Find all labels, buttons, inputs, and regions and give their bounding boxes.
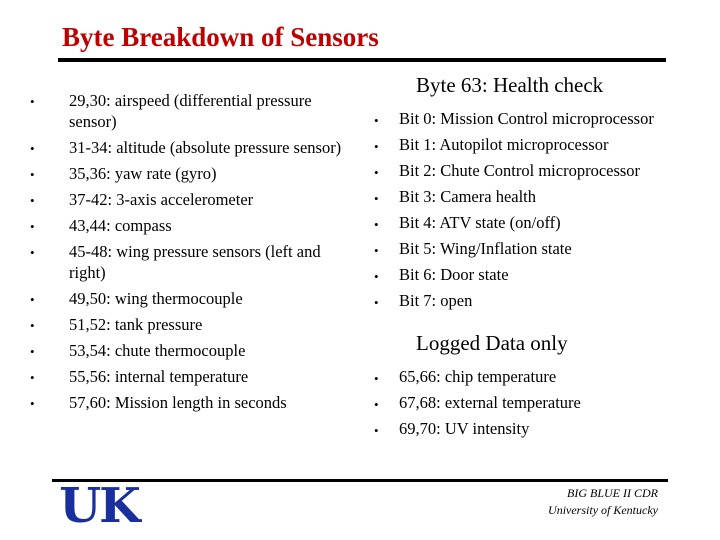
list-item-text: 31-34: altitude (absolute pressure sensor) <box>69 138 342 157</box>
logged-data-heading: Logged Data only <box>416 331 568 355</box>
list-item-text: 55,56: internal temperature <box>69 367 249 386</box>
list-item-text: 53,54: chute thermocouple <box>69 341 246 360</box>
sensor-byte-list <box>30 90 354 418</box>
list-item-text: Bit 2: Chute Control microprocessor <box>399 161 641 180</box>
list-item <box>374 366 699 392</box>
list-item-text: Bit 0: Mission Control microprocessor <box>399 109 654 128</box>
list-item-text: 65,66: chip temperature <box>399 367 557 386</box>
list-item <box>374 134 699 160</box>
bullet-icon: • <box>30 167 35 182</box>
list-item <box>30 340 354 361</box>
title-underline <box>58 58 666 62</box>
bullet-icon: • <box>30 219 35 234</box>
list-item <box>374 160 699 186</box>
list-item <box>30 241 354 283</box>
list-item-text: 57,60: Mission length in seconds <box>69 393 287 412</box>
list-item <box>374 418 699 444</box>
bullet-icon: • <box>374 217 379 232</box>
slide-title: Byte Breakdown of Sensors <box>62 22 379 52</box>
list-item-text: 67,68: external temperature <box>399 393 581 412</box>
list-item <box>374 290 699 316</box>
list-item-text: 35,36: yaw rate (gyro) <box>69 164 217 183</box>
list-item <box>30 90 354 132</box>
footer-rule <box>52 479 668 482</box>
bullet-icon: • <box>30 245 35 260</box>
list-item-text: 43,44: compass <box>69 216 172 235</box>
list-item-text: 45-48: wing pressure sensors (left and right) <box>69 242 321 282</box>
bullet-icon: • <box>374 191 379 206</box>
bullet-icon: • <box>30 141 35 156</box>
bullet-icon: • <box>374 423 379 438</box>
list-item <box>30 163 354 184</box>
project-name: BIG BLUE II CDR <box>567 486 658 500</box>
list-item <box>30 366 354 387</box>
list-item <box>374 212 699 238</box>
bullet-icon: • <box>374 397 379 412</box>
list-item-text: Bit 4: ATV state (on/off) <box>399 213 561 232</box>
health-bit-list <box>374 108 699 316</box>
bullet-icon: • <box>374 269 379 284</box>
bullet-icon: • <box>30 193 35 208</box>
list-item <box>374 186 699 212</box>
footer-credit <box>548 485 658 519</box>
list-item <box>30 137 354 158</box>
bullet-icon: • <box>374 113 379 128</box>
list-item <box>374 264 699 290</box>
list-item-text: Bit 7: open <box>399 291 473 310</box>
bullet-icon: • <box>30 94 35 109</box>
list-item <box>30 314 354 335</box>
bullet-icon: • <box>30 292 35 307</box>
list-item <box>374 392 699 418</box>
list-item <box>374 238 699 264</box>
bullet-icon: • <box>374 371 379 386</box>
list-item <box>374 108 699 134</box>
list-item-text: 51,52: tank pressure <box>69 315 203 334</box>
list-item-text: 49,50: wing thermocouple <box>69 289 243 308</box>
university-name: University of Kentucky <box>548 503 658 517</box>
list-item-text: Bit 6: Door state <box>399 265 509 284</box>
health-check-heading: Byte 63: Health check <box>416 73 604 97</box>
list-item-text: Bit 3: Camera health <box>399 187 537 206</box>
bullet-icon: • <box>30 318 35 333</box>
logged-data-list <box>374 366 699 444</box>
list-item-text: Bit 1: Autopilot microprocessor <box>399 135 609 154</box>
bullet-icon: • <box>374 243 379 258</box>
uk-logo <box>57 481 142 526</box>
list-item-text: 69,70: UV intensity <box>399 419 530 438</box>
list-item <box>30 288 354 309</box>
bullet-icon: • <box>374 165 379 180</box>
bullet-icon: • <box>30 370 35 385</box>
list-item-text: 37-42: 3-axis accelerometer <box>69 190 254 209</box>
uk-logo-text: UK <box>59 481 139 526</box>
list-item <box>30 215 354 236</box>
bullet-icon: • <box>30 344 35 359</box>
bullet-icon: • <box>374 139 379 154</box>
list-item <box>30 392 354 413</box>
list-item-text: 29,30: airspeed (differential pressure sensor) <box>69 91 312 131</box>
bullet-icon: • <box>30 396 35 411</box>
list-item <box>30 189 354 210</box>
bullet-icon: • <box>374 295 379 310</box>
list-item-text: Bit 5: Wing/Inflation state <box>399 239 572 258</box>
